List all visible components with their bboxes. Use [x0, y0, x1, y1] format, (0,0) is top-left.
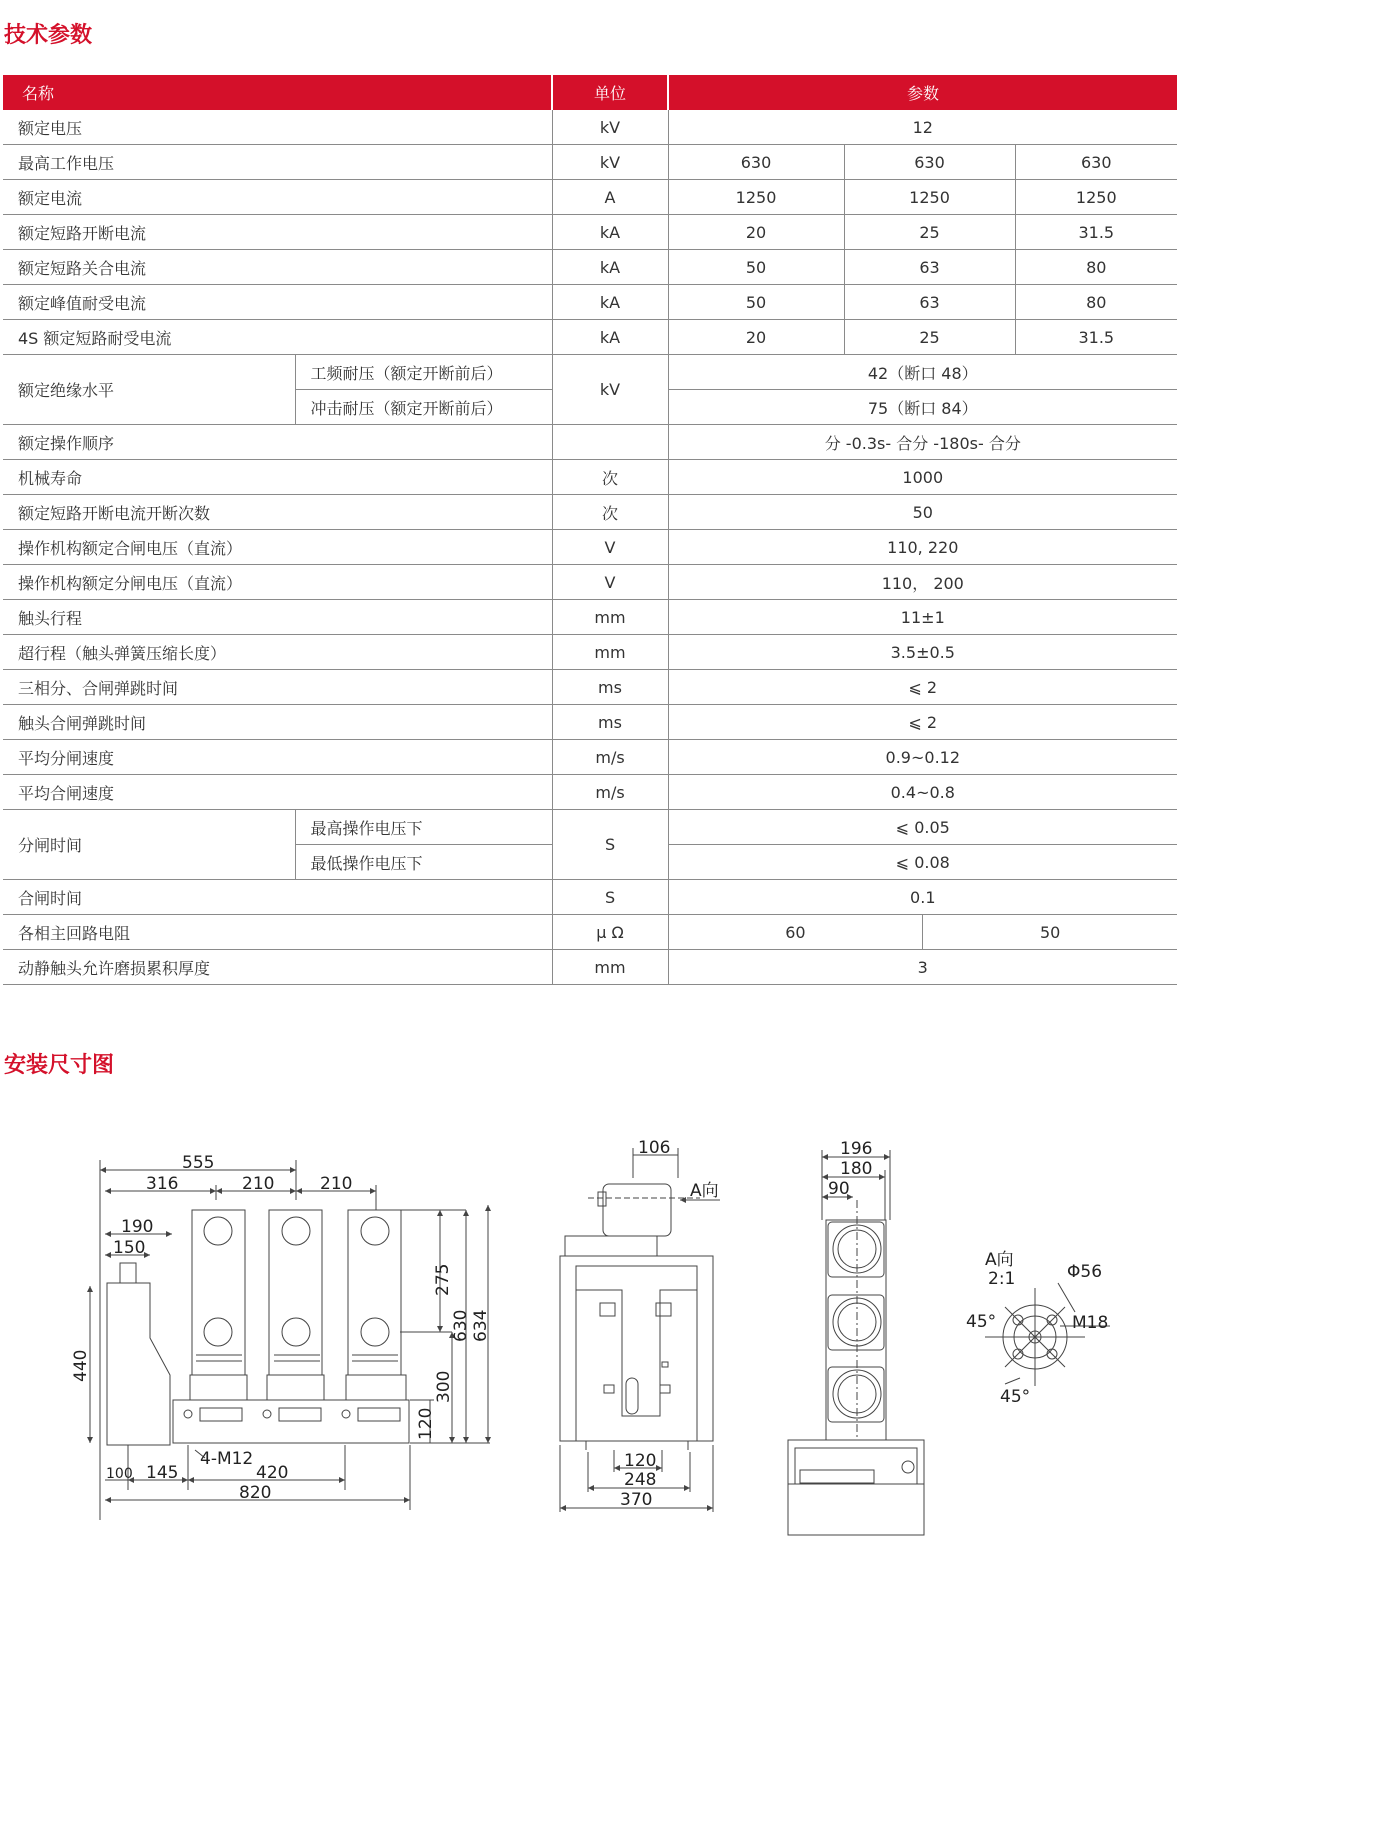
row-name: 额定短路关合电流 [3, 250, 552, 285]
row-value: 0.9~0.12 [668, 740, 1177, 775]
row-value: 1250 [844, 180, 1015, 215]
row-value: 0.1 [668, 880, 1177, 915]
table-row [3, 530, 1177, 565]
table-row [3, 355, 1177, 390]
dim-145: 145 [146, 1463, 179, 1483]
dim-634: 634 [471, 1309, 491, 1342]
dim-300: 300 [434, 1370, 454, 1403]
row-value: 42（断口 48） [668, 355, 1177, 390]
row-value: 75（断口 84） [668, 390, 1177, 425]
table-row [3, 565, 1177, 600]
row-name: 各相主回路电阻 [3, 915, 552, 950]
row-value: 1000 [668, 460, 1177, 495]
row-unit: V [552, 530, 668, 565]
row-value: 3.5±0.5 [668, 635, 1177, 670]
row-value: 50 [668, 250, 844, 285]
direction-a-label: A向 [690, 1181, 719, 1201]
detail-scale: 2:1 [988, 1269, 1016, 1289]
row-name: 分闸时间 [3, 810, 295, 880]
row-unit: ms [552, 670, 668, 705]
row-unit: kA [552, 215, 668, 250]
dim-side-120: 120 [624, 1451, 657, 1471]
row-name: 平均分闸速度 [3, 740, 552, 775]
thread-m18: M18 [1072, 1313, 1109, 1333]
row-sub-label: 最高操作电压下 [295, 810, 552, 845]
row-value: 80 [1015, 285, 1177, 320]
row-unit: kV [552, 145, 668, 180]
row-name: 额定绝缘水平 [3, 355, 295, 425]
dim-196: 196 [840, 1139, 873, 1159]
row-unit: μ Ω [552, 915, 668, 950]
row-unit: kA [552, 320, 668, 355]
table-row [3, 880, 1177, 915]
row-unit: m/s [552, 740, 668, 775]
row-value: 0.4~0.8 [668, 775, 1177, 810]
installation-drawing [0, 1100, 1181, 1550]
row-value: 80 [1015, 250, 1177, 285]
spec-section-title: 技术参数 [4, 23, 93, 48]
table-row [3, 180, 1177, 215]
row-unit: kV [552, 110, 668, 145]
row-name: 三相分、合闸弹跳时间 [3, 670, 552, 705]
dim-555: 555 [182, 1153, 215, 1173]
table-row [3, 705, 1177, 740]
dim-90: 90 [828, 1179, 850, 1199]
row-value: ⩽ 0.08 [668, 845, 1177, 880]
dim-370: 370 [620, 1490, 653, 1510]
row-value: 50 [1039, 922, 1061, 942]
row-value: 20 [668, 215, 844, 250]
table-row [3, 425, 1177, 460]
header-unit: 单位 [552, 75, 668, 110]
row-unit: S [552, 880, 668, 915]
row-unit: S [552, 810, 668, 880]
dim-phi56: Φ56 [1067, 1262, 1103, 1282]
row-name: 触头行程 [3, 600, 552, 635]
table-row [3, 635, 1177, 670]
row-unit [552, 425, 668, 460]
row-name: 额定短路开断电流 [3, 215, 552, 250]
row-unit: ms [552, 705, 668, 740]
table-row [3, 320, 1177, 355]
drawing-section-title: 安装尺寸图 [4, 1053, 115, 1078]
dim-630: 630 [451, 1309, 471, 1342]
header-name: 名称 [3, 75, 552, 110]
table-row [3, 495, 1177, 530]
dim-275: 275 [433, 1263, 453, 1296]
bolt-label: 4-M12 [200, 1449, 254, 1469]
row-name: 操作机构额定合闸电压（直流） [3, 530, 552, 565]
row-unit: kA [552, 285, 668, 320]
dim-120: 120 [416, 1407, 436, 1440]
row-name: 合闸时间 [3, 880, 552, 915]
row-value: 630 [844, 145, 1015, 180]
dim-180: 180 [840, 1159, 873, 1179]
row-name: 额定短路开断电流开断次数 [3, 495, 552, 530]
row-value: 1250 [1015, 180, 1177, 215]
table-row [3, 250, 1177, 285]
row-name: 额定操作顺序 [3, 425, 552, 460]
dim-190: 190 [121, 1217, 154, 1237]
row-name: 动静触头允许磨损累积厚度 [3, 950, 552, 985]
row-unit: mm [552, 950, 668, 985]
row-sub-label: 冲击耐压（额定开断前后） [295, 390, 552, 425]
row-value: 110， 200 [668, 565, 1177, 600]
header-param: 参数 [668, 75, 1177, 110]
row-unit: kA [552, 250, 668, 285]
row-value: 60 [669, 915, 924, 949]
table-row [3, 775, 1177, 810]
row-unit: 次 [552, 460, 668, 495]
row-name: 触头合闸弹跳时间 [3, 705, 552, 740]
dim-820: 820 [239, 1483, 272, 1503]
dim-210-b: 210 [320, 1174, 353, 1194]
angle-45-top: 45° [966, 1312, 997, 1332]
dim-210-a: 210 [242, 1174, 275, 1194]
row-value: 63 [844, 250, 1015, 285]
row-name: 最高工作电压 [3, 145, 552, 180]
top-view [788, 1150, 924, 1535]
table-row [3, 145, 1177, 180]
dim-316: 316 [146, 1174, 179, 1194]
spec-header-row [3, 75, 1177, 110]
row-value: ⩽ 0.05 [668, 810, 1177, 845]
row-value: 110, 220 [668, 530, 1177, 565]
row-value: 31.5 [1015, 320, 1177, 355]
row-value: 3 [668, 950, 1177, 985]
angle-45-bottom: 45° [1000, 1387, 1031, 1407]
row-value: ⩽ 2 [668, 670, 1177, 705]
row-unit: mm [552, 600, 668, 635]
row-name: 平均合闸速度 [3, 775, 552, 810]
row-unit: A [552, 180, 668, 215]
row-value: 25 [844, 215, 1015, 250]
row-unit: mm [552, 635, 668, 670]
row-name: 4S 额定短路耐受电流 [3, 320, 552, 355]
row-value: 31.5 [1015, 215, 1177, 250]
row-name: 机械寿命 [3, 460, 552, 495]
table-row [3, 810, 1177, 845]
table-row [3, 600, 1177, 635]
row-unit: V [552, 565, 668, 600]
row-value: ⩽ 2 [668, 705, 1177, 740]
row-value: 1250 [668, 180, 844, 215]
row-name: 超行程（触头弹簧压缩长度） [3, 635, 552, 670]
row-value: 630 [668, 145, 844, 180]
spec-table [3, 75, 1177, 985]
row-name: 额定峰值耐受电流 [3, 285, 552, 320]
table-row [3, 460, 1177, 495]
detail-title: A向 [985, 1250, 1014, 1270]
row-unit: kV [552, 355, 668, 425]
detail-a-view [985, 1283, 1110, 1386]
dim-100: 100 [106, 1466, 133, 1482]
table-row [3, 915, 1177, 950]
row-value: 63 [844, 285, 1015, 320]
row-name: 额定电流 [3, 180, 552, 215]
dim-150: 150 [113, 1238, 146, 1258]
row-value: 50 [668, 285, 844, 320]
row-value: 630 [1015, 145, 1177, 180]
dim-440: 440 [71, 1349, 91, 1382]
dim-248: 248 [624, 1470, 657, 1490]
row-name: 额定电压 [3, 110, 552, 145]
row-value: 50 [668, 495, 1177, 530]
row-value: 分 -0.3s- 合分 -180s- 合分 [668, 425, 1177, 460]
row-name: 操作机构额定分闸电压（直流） [3, 565, 552, 600]
row-value: 12 [668, 110, 1177, 145]
row-value: 20 [668, 320, 844, 355]
row-value: 25 [844, 320, 1015, 355]
table-row [3, 670, 1177, 705]
dim-420: 420 [256, 1463, 289, 1483]
row-unit: 次 [552, 495, 668, 530]
row-value: 11±1 [668, 600, 1177, 635]
table-row [3, 740, 1177, 775]
dim-106: 106 [638, 1138, 671, 1158]
row-sub-label: 工频耐压（额定开断前后） [295, 355, 552, 390]
row-unit: m/s [552, 775, 668, 810]
table-row [3, 110, 1177, 145]
table-row [3, 215, 1177, 250]
table-row [3, 950, 1177, 985]
row-sub-label: 最低操作电压下 [295, 845, 552, 880]
table-row [3, 285, 1177, 320]
row-split-cell [668, 915, 1177, 950]
